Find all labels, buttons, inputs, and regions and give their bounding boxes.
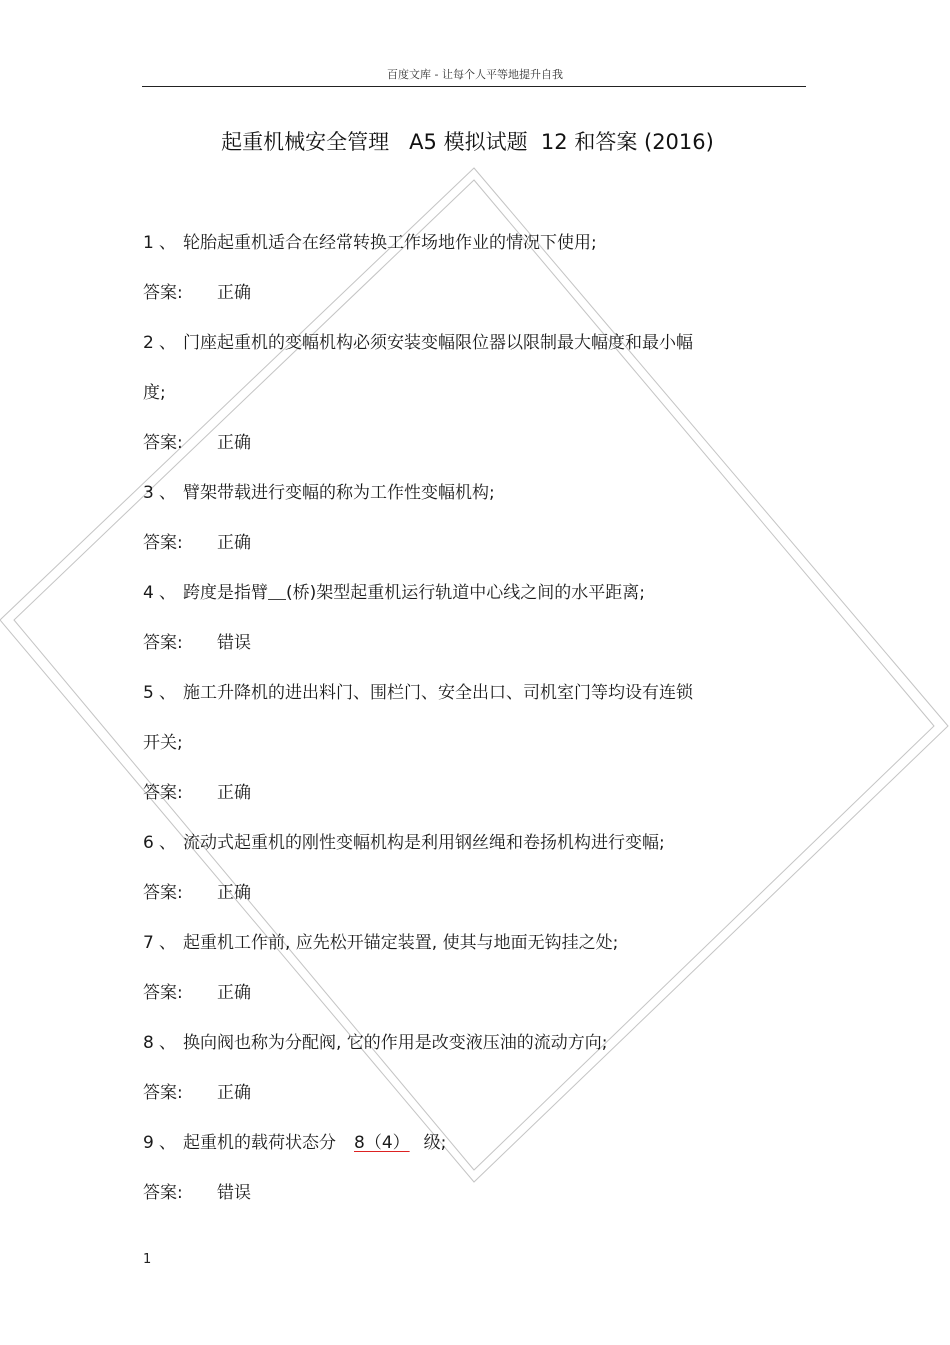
question-separator: 、 — [159, 1033, 176, 1053]
question-1 — [143, 224, 783, 274]
question-separator: 、 — [159, 233, 176, 253]
question-number: 3 — [143, 483, 154, 503]
answer-label: 答案: — [143, 983, 183, 1003]
answer-label: 答案: — [143, 883, 183, 903]
fill-blank — [268, 581, 286, 600]
question-text-pre: 起重机的载荷状态分 — [183, 1133, 336, 1153]
question-text-post: (桥)架型起重机运行轨道中心线之间的水平距离; — [286, 583, 645, 603]
answer-5 — [143, 774, 783, 824]
question-text-pre: 跨度是指臂 — [183, 583, 268, 603]
question-text: 换向阀也称为分配阀, 它的作用是改变液压油的流动方向; — [183, 1033, 608, 1053]
page-header: 百度文库 - 让每个人平等地提升自我 — [387, 68, 563, 81]
question-2-continuation: 度; — [143, 383, 166, 403]
answer-value: 正确 — [217, 983, 251, 1003]
answer-6 — [143, 874, 783, 924]
question-text: 施工升降机的进出料门、围栏门、安全出口、司机室门等均设有连锁 — [183, 683, 693, 703]
answer-value: 正确 — [217, 783, 251, 803]
question-3 — [143, 474, 783, 524]
answer-value: 正确 — [217, 883, 251, 903]
question-text-post: 级; — [423, 1133, 447, 1153]
answer-label: 答案: — [143, 433, 183, 453]
question-list — [143, 224, 783, 1224]
question-separator: 、 — [159, 933, 176, 953]
question-text: 起重机工作前, 应先松开锚定装置, 使其与地面无钩挂之处; — [183, 933, 619, 953]
question-number: 4 — [143, 583, 154, 603]
question-text: 臂架带载进行变幅的称为工作性变幅机构; — [183, 483, 495, 503]
marked-value: 8（4） — [354, 1133, 410, 1153]
page-title: 起重机械安全管理 A5 模拟试题 12 和答案 (2016) — [221, 130, 714, 154]
question-number: 9 — [143, 1133, 154, 1153]
answer-8 — [143, 1074, 783, 1124]
answer-label: 答案: — [143, 1183, 183, 1203]
answer-2 — [143, 424, 783, 474]
answer-4 — [143, 624, 783, 674]
question-7 — [143, 924, 783, 974]
question-text: 门座起重机的变幅机构必须安装变幅限位器以限制最大幅度和最小幅 — [183, 333, 693, 353]
answer-value: 正确 — [217, 283, 251, 303]
question-number: 6 — [143, 833, 154, 853]
question-separator: 、 — [159, 483, 176, 503]
page-number: 1 — [143, 1252, 152, 1267]
answer-value: 正确 — [217, 433, 251, 453]
question-text: 轮胎起重机适合在经常转换工作场地作业的情况下使用; — [183, 233, 597, 253]
question-separator: 、 — [159, 1133, 176, 1153]
answer-value: 错误 — [217, 633, 251, 653]
question-number: 7 — [143, 933, 154, 953]
question-4 — [143, 574, 783, 624]
answer-label: 答案: — [143, 533, 183, 553]
answer-3 — [143, 524, 783, 574]
answer-7 — [143, 974, 783, 1024]
question-5-continuation: 开关; — [143, 733, 183, 753]
question-2 — [143, 324, 783, 374]
question-number: 2 — [143, 333, 154, 353]
question-separator: 、 — [159, 333, 176, 353]
question-number: 1 — [143, 233, 154, 253]
question-5 — [143, 674, 783, 724]
answer-label: 答案: — [143, 783, 183, 803]
question-separator: 、 — [159, 683, 176, 703]
answer-1 — [143, 274, 783, 324]
header-divider — [142, 86, 806, 87]
question-number: 8 — [143, 1033, 154, 1053]
answer-label: 答案: — [143, 283, 183, 303]
question-9 — [143, 1124, 783, 1174]
question-separator: 、 — [159, 583, 176, 603]
answer-label: 答案: — [143, 633, 183, 653]
question-separator: 、 — [159, 833, 176, 853]
answer-value: 正确 — [217, 1083, 251, 1103]
answer-value: 错误 — [217, 1183, 251, 1203]
answer-value: 正确 — [217, 533, 251, 553]
answer-9 — [143, 1174, 783, 1224]
question-6 — [143, 824, 783, 874]
question-number: 5 — [143, 683, 154, 703]
answer-label: 答案: — [143, 1083, 183, 1103]
question-8 — [143, 1024, 783, 1074]
question-text: 流动式起重机的刚性变幅机构是利用钢丝绳和卷扬机构进行变幅; — [183, 833, 665, 853]
